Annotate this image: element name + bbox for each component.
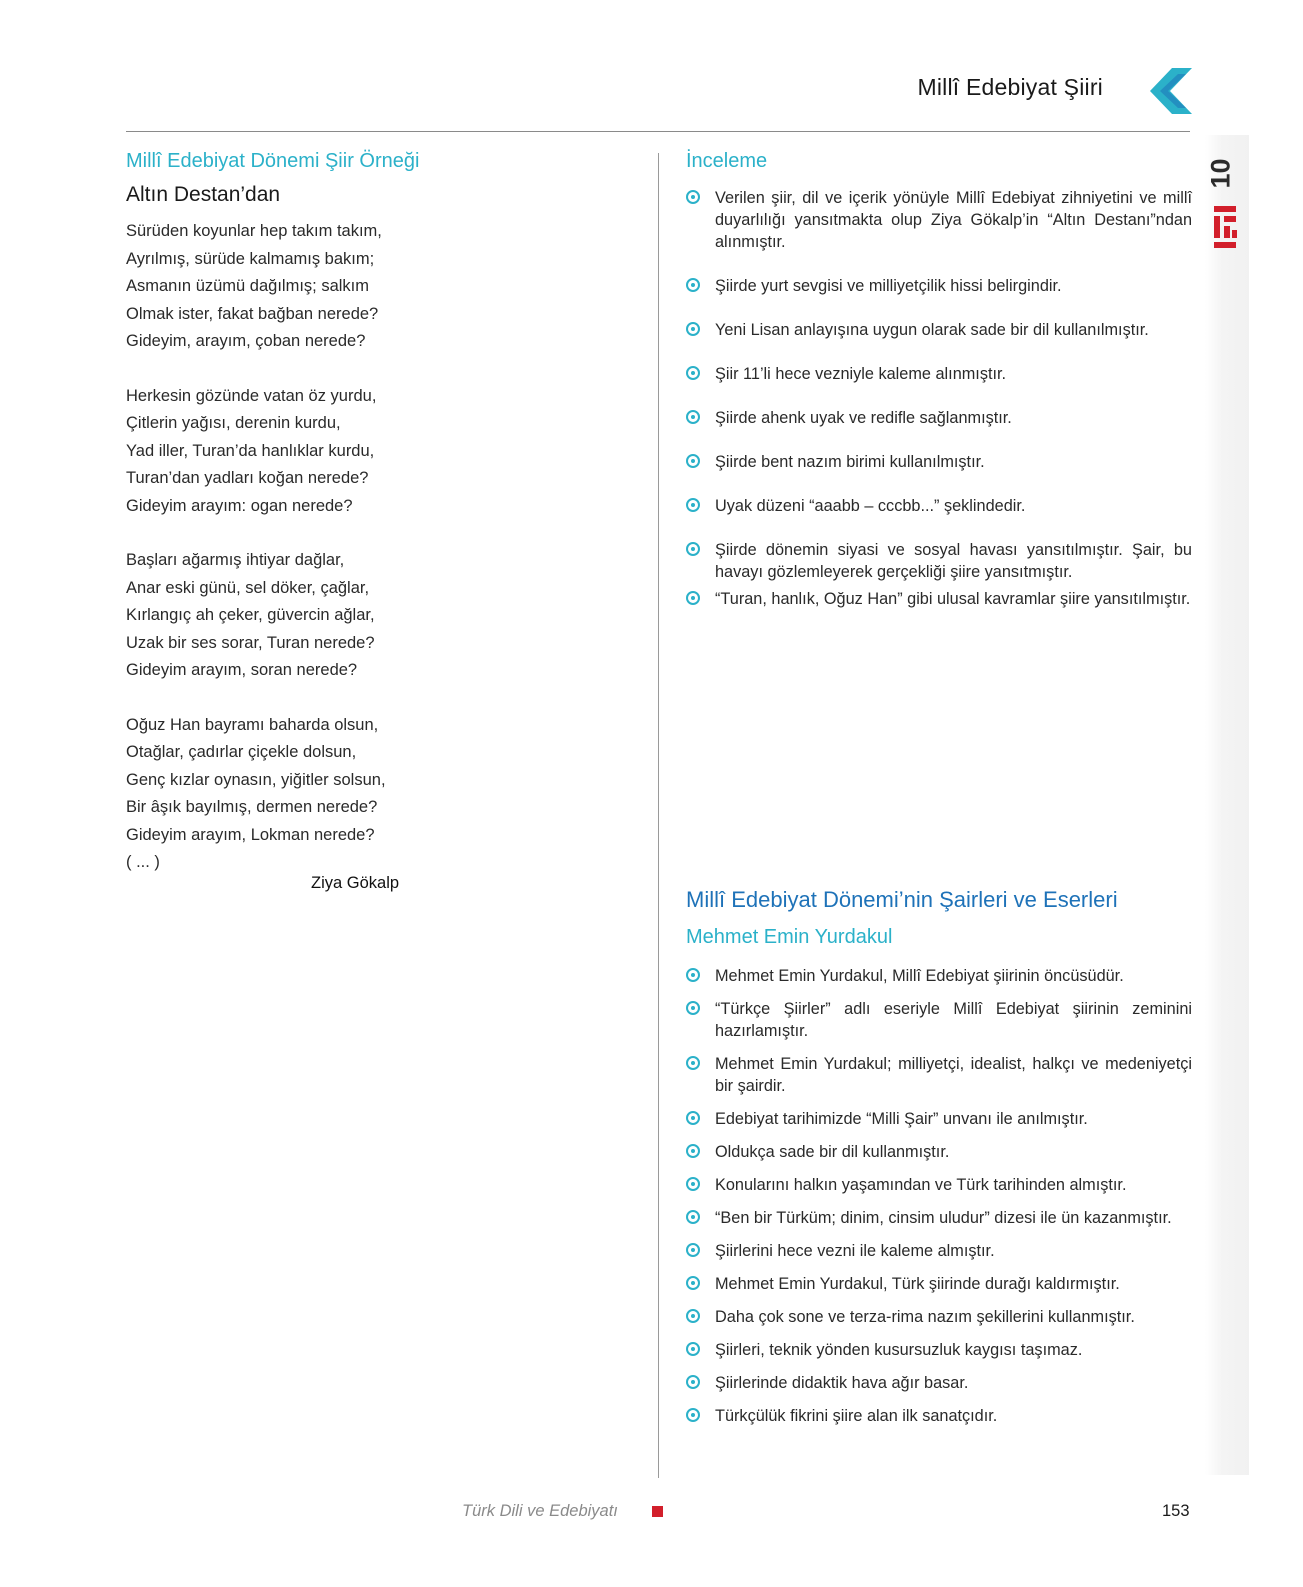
poem-line: Bir âşık bayılmış, dermen nerede? <box>126 798 378 816</box>
poem-line: Sürüden koyunlar hep takım takım, <box>126 222 382 240</box>
poem-line: Yad iller, Turan’da hanlıklar kurdu, <box>126 441 375 460</box>
page-header-title: Millî Edebiyat Şiiri <box>917 74 1103 100</box>
bullet-icon <box>686 1001 700 1015</box>
bullet-icon <box>686 591 700 605</box>
poem-line: Gideyim arayım: ogan nerede? <box>126 496 353 515</box>
poets-section-title: Millî Edebiyat Dönemi’nin Şairleri ve Eserleri <box>686 887 1118 912</box>
poet-item: “Ben bir Türküm; dinim, cinsim uludur” dizesi ile ün kazanmıştır. <box>686 1207 1192 1229</box>
poem-line: Ayrılmış, sürüde kalmamış bakım; <box>126 249 375 268</box>
poet-item: Konularını halkın yaşamından ve Türk tarihinden almıştır. <box>686 1174 1192 1196</box>
poet-item: Daha çok sone ve terza-rima nazım şekillerini kullanmıştır. <box>686 1306 1192 1328</box>
poem-line: Olmak ister, fakat bağban nerede? <box>126 304 379 323</box>
footer-book-title: Türk Dili ve Edebiyatı <box>462 1502 618 1520</box>
header-rule <box>126 131 1190 132</box>
poem-line: Asmanın üzümü dağılmış; salkım <box>126 277 370 295</box>
bullet-icon <box>686 1342 700 1356</box>
review-item: “Turan, hanlık, Oğuz Han” gibi ulusal kavramlar şiire yansıtılmıştır. <box>686 588 1192 610</box>
bullet-icon <box>686 454 700 468</box>
bullet-icon <box>686 1111 700 1125</box>
review-item: Şiirde ahenk uyak ve redifle sağlanmıştır. <box>686 407 1192 429</box>
poem-line: Otağlar, çadırlar çiçekle dolsun, <box>126 743 357 761</box>
poem-stanza <box>126 383 546 521</box>
bullet-icon <box>686 1177 700 1191</box>
poem-line: Oğuz Han bayramı baharda olsun, <box>126 715 379 734</box>
poet-item: Edebiyat tarihimizde “Milli Şair” unvanı ile anılmıştır. <box>686 1108 1192 1130</box>
poet-item: Şiirlerinde didaktik hava ağır basar. <box>686 1372 1192 1394</box>
bullet-icon <box>686 322 700 336</box>
bullet-icon <box>686 1144 700 1158</box>
poet-item: Oldukça sade bir dil kullanmıştır. <box>686 1141 1192 1163</box>
bullet-icon <box>686 1276 700 1290</box>
bullet-icon <box>686 498 700 512</box>
poem-line: Gideyim, arayım, çoban nerede? <box>126 332 366 350</box>
poem-line: Herkesin gözünde vatan öz yurdu, <box>126 386 377 405</box>
bullet-icon <box>686 190 700 204</box>
poem-body <box>126 218 546 904</box>
bullet-icon <box>686 410 700 424</box>
poet-item: Mehmet Emin Yurdakul, Türk şiirinde durağı kaldırmıştır. <box>686 1273 1192 1295</box>
poet-item: Türkçülük fikrini şiire alan ilk sanatçıdır. <box>686 1405 1192 1427</box>
poem-line: Gideyim arayım, Lokman nerede? <box>126 825 375 844</box>
poem-line: ( ... ) <box>126 853 160 871</box>
poem-line: Kırlangıç ah çeker, güvercin ağlar, <box>126 606 375 624</box>
bullet-icon <box>686 366 700 380</box>
poet-name: Mehmet Emin Yurdakul <box>686 926 893 948</box>
bullet-icon <box>686 1243 700 1257</box>
bullet-icon <box>686 968 700 982</box>
poem-line: Anar eski günü, sel döker, çağlar, <box>126 578 370 597</box>
poet-item: “Türkçe Şiirler” adlı eseriyle Millî Edebiyat şiirinin zeminini hazırlamıştır. <box>686 998 1192 1042</box>
review-title: İnceleme <box>686 150 768 172</box>
bullet-icon <box>686 1375 700 1389</box>
poet-item: Mehmet Emin Yurdakul, Millî Edebiyat şiirinin öncüsüdür. <box>686 965 1192 987</box>
review-item: Uyak düzeni “aaabb – cccbb...” şeklindedir. <box>686 495 1192 517</box>
publisher-logo-icon <box>1212 200 1240 254</box>
poem-line: Uzak bir ses sorar, Turan nerede? <box>126 633 375 652</box>
review-item: Şiirde yurt sevgisi ve milliyetçilik hissi belirgindir. <box>686 275 1192 297</box>
review-item: Yeni Lisan anlayışına uygun olarak sade bir dil kullanılmıştır. <box>686 319 1192 341</box>
footer-square-icon <box>652 1506 663 1517</box>
bullet-icon <box>686 278 700 292</box>
poem-stanza <box>126 712 546 877</box>
side-tab-strip <box>1205 135 1249 1475</box>
poem-line: Çitlerin yağısı, derenin kurdu, <box>126 414 341 432</box>
review-item: Şiirde dönemin siyasi ve sosyal havası yansıtılmıştır. Şair, bu havayı gözlemleyerek gerçekliği şiire yansıtmıştır. <box>686 539 1192 583</box>
bullet-icon <box>686 1408 700 1422</box>
poem-stanza <box>126 547 546 685</box>
poem-section-title: Millî Edebiyat Dönemi Şiir Örneği <box>126 150 420 172</box>
poet-item: Şiirleri, teknik yönden kusursuzluk kaygısı taşımaz. <box>686 1339 1192 1361</box>
poem-title: Altın Destan’dan <box>126 183 281 206</box>
bullet-icon <box>686 542 700 556</box>
review-item: Şiirde bent nazım birimi kullanılmıştır. <box>686 451 1192 473</box>
poem-author: Ziya Gökalp <box>311 874 400 892</box>
bullet-icon <box>686 1309 700 1323</box>
poet-item: Mehmet Emin Yurdakul; milliyetçi, idealist, halkçı ve medeniyetçi bir şairdir. <box>686 1053 1192 1097</box>
poem-line: Turan’dan yadları koğan nerede? <box>126 469 369 487</box>
page-number: 153 <box>1162 1502 1190 1520</box>
bullet-icon <box>686 1210 700 1224</box>
poet-list <box>686 965 1192 1427</box>
review-item: Verilen şiir, dil ve içerik yönüyle Millî Edebiyat zihniyetini ve millî duyarlılığı yansıtmakta olup Ziya Gökalp’in “Altın Destanı”ndan alınmıştır. <box>686 187 1192 253</box>
poem-line: Gideyim arayım, soran nerede? <box>126 661 358 679</box>
review-list <box>686 187 1192 610</box>
poem-line: Başları ağarmış ihtiyar dağlar, <box>126 551 345 569</box>
poem-line: Genç kızlar oynasın, yiğitler solsun, <box>126 770 386 789</box>
bullet-icon <box>686 1056 700 1070</box>
review-item: Şiir 11’li hece vezniyle kaleme alınmıştır. <box>686 363 1192 385</box>
poem-stanza <box>126 218 546 356</box>
column-divider <box>658 153 659 1478</box>
poet-item: Şiirlerini hece vezni ile kaleme almıştır. <box>686 1240 1192 1262</box>
grade-number: 10 <box>1205 158 1236 189</box>
chevron-left-icon <box>1150 68 1192 114</box>
